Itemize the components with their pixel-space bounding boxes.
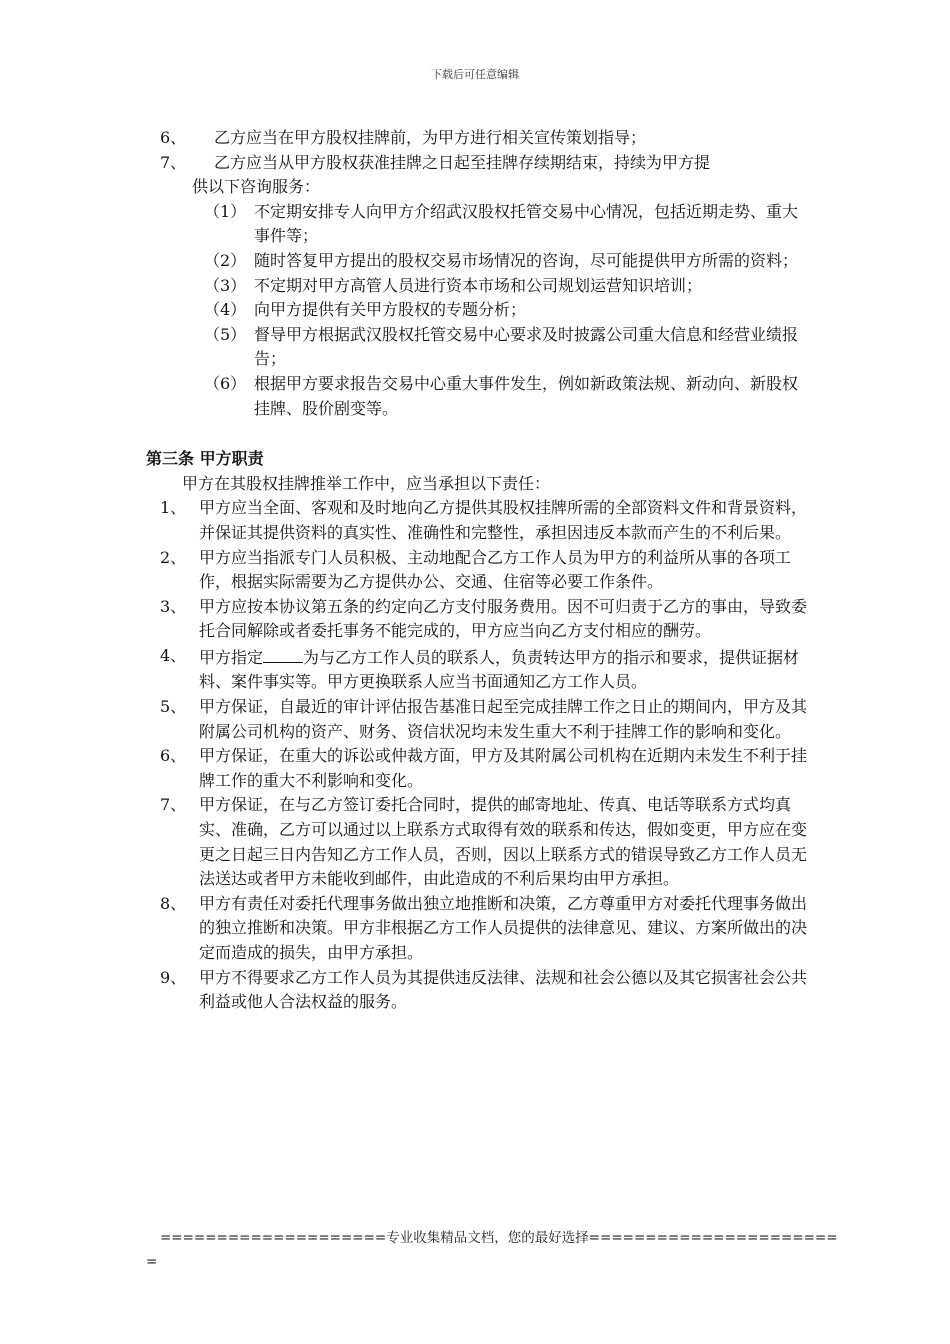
section-heading: 第三条 甲方职责 — [146, 449, 264, 469]
subitem-number: （5） — [204, 324, 247, 344]
sub-list-item — [146, 372, 810, 421]
list-item — [146, 496, 810, 545]
list-item — [146, 546, 810, 595]
list-item — [146, 644, 810, 695]
subitem-text: 督导甲方根据武汉股权托管交易中心要求及时披露公司重大信息和经营业绩报告； — [254, 324, 799, 369]
item-text: 甲方保证，在与乙方签订委托合同时，提供的邮寄地址、传真、电话等联系方式均真实、准确，乙方可以通过以上联系方式取得有效的联系和传达，假如变更，甲方应在变更之日起三日内告知乙方工作人员，否则，因以上联系方式的错误导致乙方工作人员无法送达或者甲方未能收到邮件，由此造成的不利后果均由甲方承担。 — [199, 795, 808, 889]
subitem-text: 不定期安排专人向甲方介绍武汉股权托管交易中心情况，包括近期走势、重大事件等； — [254, 201, 799, 246]
item-text: 甲方应当全面、客观和及时地向乙方提供其股权挂牌所需的全部资料文件和背景资料，并保证其提供资料的真实性、准确性和完整性，承担因违反本款而产生的不利后果。 — [199, 498, 808, 542]
item-number: 5、 — [160, 697, 187, 717]
item-number: 7、 — [160, 152, 187, 172]
item-number: 6、 — [160, 128, 187, 147]
subitem-number: （1） — [204, 201, 247, 221]
item-number: 7、 — [160, 795, 187, 815]
contact-name-blank — [263, 644, 303, 663]
subitem-number: （4） — [204, 300, 247, 320]
item-text-before-blank: 甲方指定 — [199, 647, 264, 667]
item-number: 1、 — [160, 498, 187, 518]
list-item — [146, 744, 810, 793]
item-number: 3、 — [160, 596, 187, 616]
list-item — [146, 966, 810, 1015]
item-number: 6、 — [160, 746, 187, 766]
item-number: 4、 — [160, 645, 187, 665]
sub-list-item — [146, 323, 810, 372]
item-text: 甲方有责任对委托代理事务做出独立地推断和决策，乙方尊重甲方对委托代理事务做出的独立推断和决策。甲方非根据乙方工作人员提供的法律意见、建议、方案所做出的决定而造成的损失，由甲方承担。 — [199, 893, 808, 962]
sub-list-item — [146, 274, 810, 299]
list-item — [146, 126, 810, 151]
item-text: 乙方应当从甲方股权获准挂牌之日起至挂牌存续期结束，持续为甲方提 — [214, 152, 711, 172]
footer-line-1: ====================专业收集精品文档，您的最好选择====================== — [160, 1230, 838, 1246]
item-text-continued: 供以下咨询服务： — [192, 177, 321, 197]
footer-line-2: = — [146, 1254, 158, 1270]
subitem-text: 不定期对甲方高管人员进行资本市场和公司规划运营知识培训； — [254, 275, 703, 295]
item-text: 甲方应当指派专门人员积极、主动地配合乙方工作人员为甲方的利益所从事的各项工作，根据实际需要为乙方提供办公、交通、住宿等必要工作条件。 — [199, 547, 792, 592]
document-body — [146, 126, 810, 1015]
list-item — [146, 695, 810, 744]
subitem-number: （2） — [204, 250, 247, 270]
list-item — [146, 151, 810, 200]
list-item — [146, 793, 810, 891]
item-text — [146, 644, 810, 695]
sub-list-item — [146, 249, 810, 274]
item-text: 甲方应按本协议第五条的约定向乙方支付服务费用。因不可归责于乙方的事由，导致委托合同解除或者委托事务不能完成的，甲方应当向乙方支付相应的酬劳。 — [199, 596, 808, 641]
item-text: 甲方不得要求乙方工作人员为其提供违反法律、法规和社会公德以及其它损害社会公共利益或他人合法权益的服务。 — [199, 967, 808, 1012]
item-text: 甲方保证，自最近的审计评估报告基准日起至完成挂牌工作之日止的期间内，甲方及其附属公司机构的资产、财务、资信状况均未发生重大不利于挂牌工作的影响和变化。 — [199, 697, 808, 741]
item-number: 2、 — [160, 547, 187, 567]
sub-list-item — [146, 200, 810, 249]
subitem-text: 根据甲方要求报告交易中心重大事件发生，例如新政策法规、新动向、新股权挂牌、股价剧变等。 — [254, 373, 799, 418]
sub-list-item — [146, 298, 810, 323]
page-footer — [146, 1226, 838, 1274]
page-header: 下载后可任意编辑 — [431, 68, 519, 81]
item-text: 乙方应当在甲方股权挂牌前，为甲方进行相关宣传策划指导； — [214, 128, 647, 147]
subitem-number: （3） — [204, 275, 247, 295]
item-number: 8、 — [160, 893, 187, 913]
item-text-after-blank: 为与乙方工作人员的联系人，负责转达甲方的指示和要求，提供证据材料、案件事实等。甲方更换联系人应当书面通知乙方工作人员。 — [199, 647, 800, 692]
list-item — [146, 595, 810, 644]
subitem-number: （6） — [204, 373, 247, 393]
section-intro: 甲方在其股权挂牌推举工作中，应当承担以下责任： — [182, 473, 551, 493]
item-text: 甲方保证，在重大的诉讼或仲裁方面，甲方及其附属公司机构在近期内未发生不利于挂牌工作的重大不利影响和变化。 — [199, 746, 808, 790]
item-number: 9、 — [160, 967, 187, 987]
subitem-text: 向甲方提供有关甲方股权的专题分析； — [254, 300, 527, 320]
list-item — [146, 892, 810, 966]
subitem-text: 随时答复甲方提出的股权交易市场情况的咨询，尽可能提供甲方所需的资料； — [254, 250, 799, 270]
